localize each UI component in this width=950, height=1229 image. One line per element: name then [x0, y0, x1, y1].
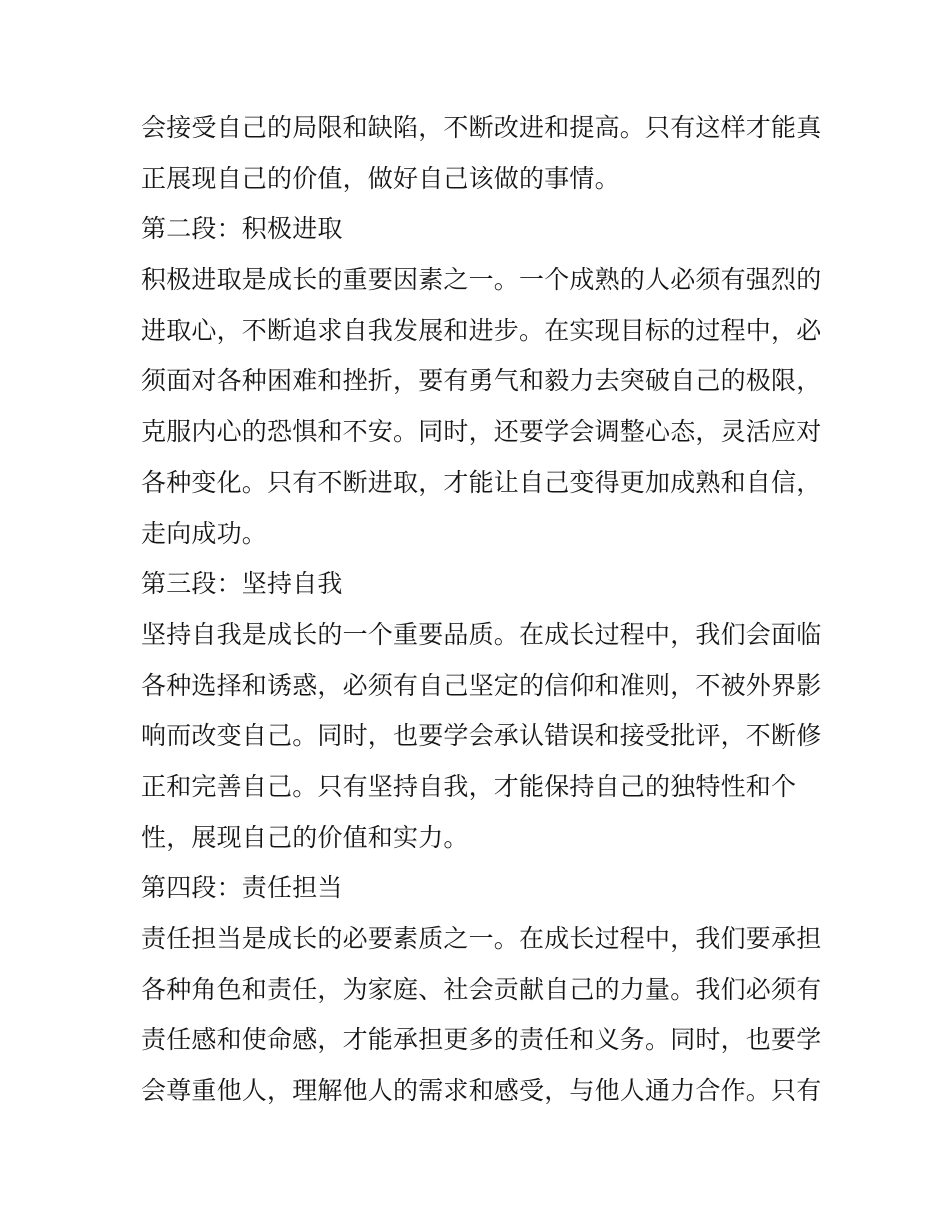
paragraph-line: 各种变化。只有不断进取，才能让自己变得更加成熟和自信，	[141, 467, 822, 497]
paragraph-line: 性，展现自己的价值和实力。	[141, 822, 469, 852]
document-page	[141, 103, 821, 1117]
paragraph-line: 走向成功。	[141, 518, 268, 548]
paragraph-line: 责任担当是成长的必要素质之一。在成长过程中，我们要承担	[141, 924, 822, 953]
paragraph-line: 须面对各种困难和挫折，要有勇气和毅力去突破自己的极限，	[141, 366, 822, 396]
paragraph-line: 责任感和使命感，才能承担更多的责任和义务。同时，也要学	[141, 1025, 822, 1055]
paragraph-line: 正和完善自己。只有坚持自我，才能保持自己的独特性和个	[141, 771, 797, 801]
section-heading-4: 第四段：责任担当	[141, 873, 343, 903]
paragraph-line: 各种选择和诱惑，必须有自己坚定的信仰和准则，不被外界影	[141, 670, 822, 700]
paragraph-line: 克服内心的恐惧和不安。同时，还要学会调整心态，灵活应对	[141, 417, 822, 447]
section-heading-2: 第二段：积极进取	[141, 214, 343, 244]
paragraph-line: 坚持自我是成长的一个重要品质。在成长过程中，我们会面临	[141, 619, 822, 649]
paragraph-line: 积极进取是成长的重要因素之一。一个成熟的人必须有强烈的	[141, 265, 822, 295]
paragraph-line: 正展现自己的价值，做好自己该做的事情。	[141, 163, 620, 193]
paragraph-line: 响而改变自己。同时，也要学会承认错误和接受批评，不断修	[141, 721, 822, 751]
paragraph-line: 各种角色和责任，为家庭、社会贡献自己的力量。我们必须有	[141, 974, 822, 1004]
section-heading-3: 第三段：坚持自我	[141, 569, 343, 599]
paragraph-line: 会尊重他人，理解他人的需求和感受，与他人通力合作。只有	[141, 1076, 822, 1106]
paragraph-line: 进取心，不断追求自我发展和进步。在实现目标的过程中，必	[141, 315, 822, 345]
paragraph-line: 会接受自己的局限和缺陷，不断改进和提高。只有这样才能真	[141, 113, 822, 142]
